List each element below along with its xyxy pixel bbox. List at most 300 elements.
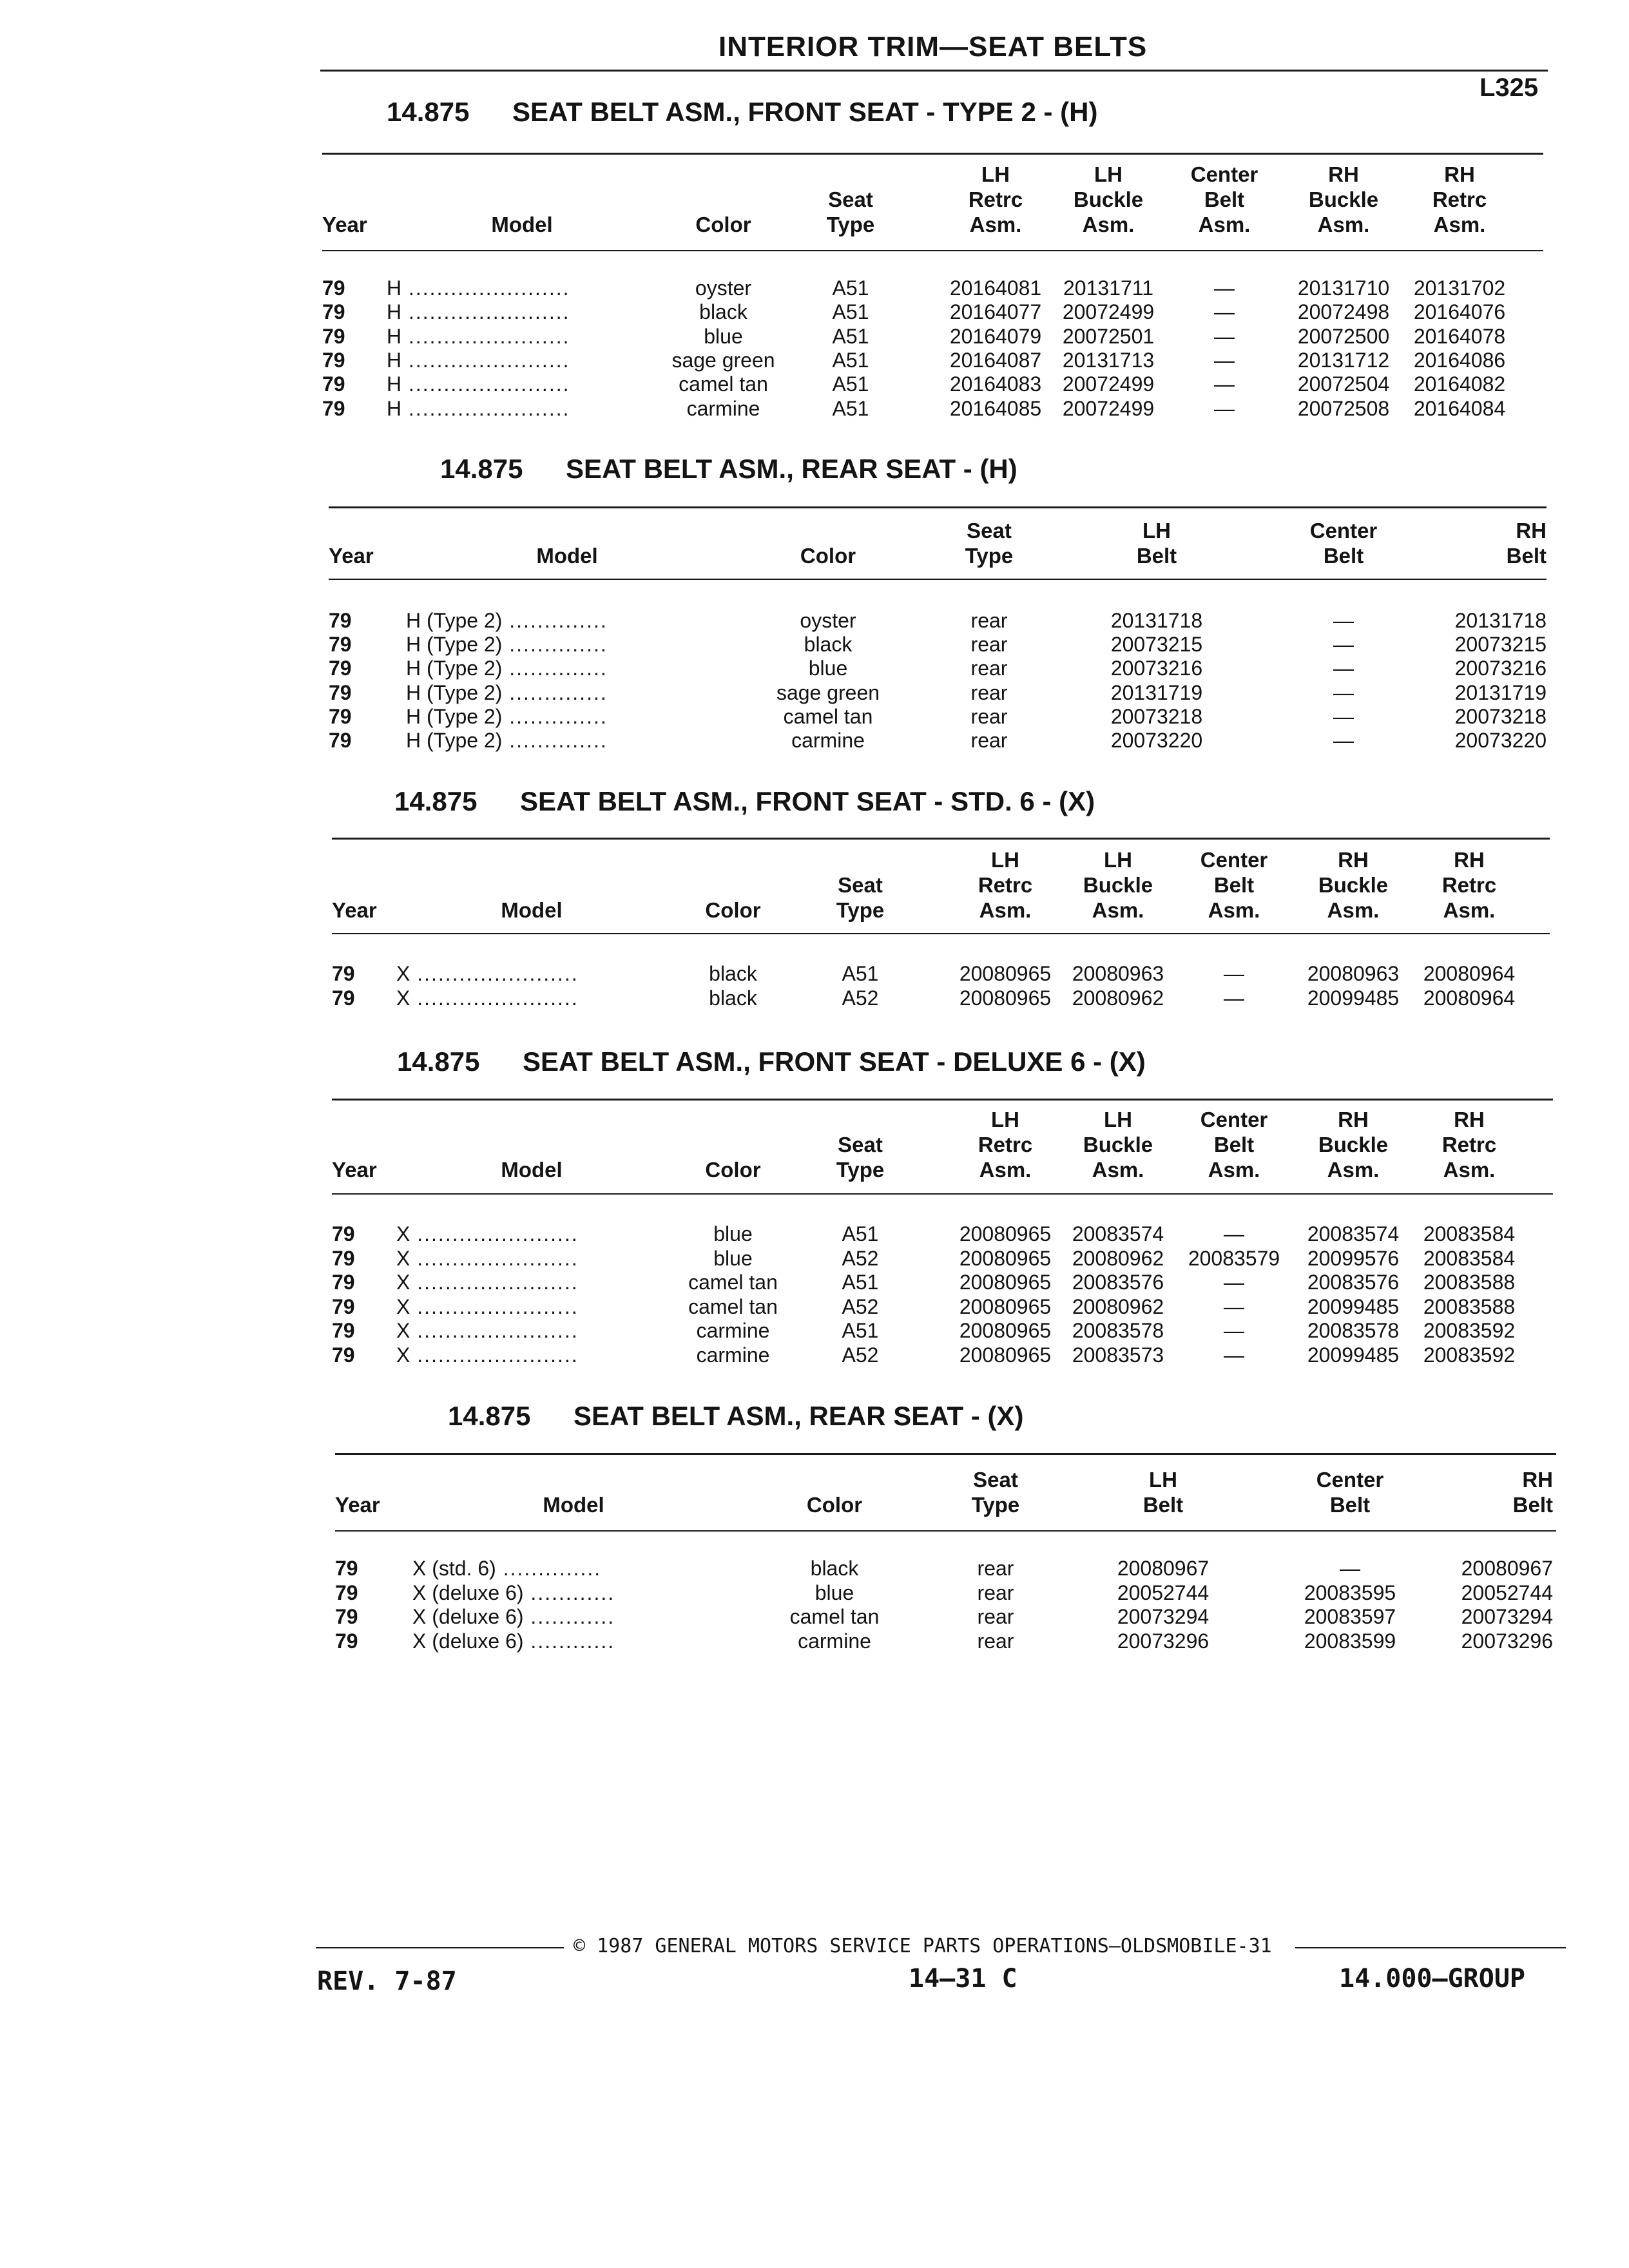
table-cell: 20080965 [959,1271,1052,1294]
model-value: X (deluxe 6) [412,1629,524,1653]
table-cell: 20052744 [1117,1581,1210,1604]
table-cell: blue [704,324,743,348]
column-header: RH Retrc Asm. [1441,848,1497,922]
table-cell: 20080965 [959,1246,1052,1270]
model-cell [387,348,657,372]
table-cell: — [1333,680,1354,704]
dot-leader: .............. [496,1557,602,1580]
table-cell: black [810,1557,859,1580]
model-value: X [396,1343,410,1367]
table-cell: 20080967 [1117,1557,1210,1580]
column-header: LH Retrc Asm. [978,848,1033,922]
table-cell: 20131719 [1110,680,1203,704]
section-number: 14.875 [394,786,477,816]
footer-page-number: 14—31 C [909,1964,1017,1994]
table-cell: 20083574 [1072,1222,1164,1245]
section-title [394,786,1095,817]
table-cell: 20099485 [1307,1343,1400,1367]
dot-leader: .............. [502,657,608,680]
section-title [440,454,1017,485]
table-cell: — [1333,657,1354,680]
table-cell: 20073215 [1454,633,1547,657]
table-cell: 20164081 [949,276,1042,300]
table-cell: 20080962 [1072,1294,1164,1318]
model-cell [396,1270,667,1294]
table-cell: carmine [686,396,760,420]
table-cell: — [1214,372,1235,396]
column-header: Center Belt [1309,519,1378,568]
year-cell: 79 [332,1222,355,1245]
footer-group: 14.000—GROUP [1339,1964,1525,1994]
dot-leader: .............. [502,729,608,752]
model-value: H (Type 2) [406,680,503,704]
dot-leader: ....................... [410,1319,579,1343]
table-cell: 20164076 [1413,300,1506,324]
section-title [448,1401,1023,1432]
table-cell: camel tan [783,704,873,728]
table-cell: rear [977,1557,1014,1580]
table-cell: 20131702 [1413,276,1506,300]
table-cell: 20083578 [1072,1319,1164,1343]
table-cell: A51 [832,300,869,324]
column-header: Seat Type [836,873,885,922]
model-value: X [396,1294,410,1318]
table-cell: carmine [791,729,865,752]
table-cell: 20073220 [1110,729,1203,752]
table-cell: black [709,962,757,985]
dot-leader: ....................... [401,348,570,372]
section-number: 14.875 [397,1046,480,1077]
table-cell: 20164084 [1413,396,1506,420]
table-cell: 20080964 [1423,986,1516,1010]
table-cell: A51 [842,962,879,985]
header-rule [320,70,1548,72]
table-cell: — [1333,633,1354,657]
dot-leader: ....................... [401,396,570,420]
table-cell: 20080965 [959,1222,1052,1245]
table-cell: blue [815,1581,854,1604]
table-cell: — [1224,1294,1244,1318]
year-cell: 79 [322,372,345,396]
model-value: H [387,300,402,324]
table-cell: 20131718 [1454,609,1547,632]
model-cell [406,656,728,680]
table-cell: 20073216 [1454,657,1547,680]
model-cell [406,704,728,729]
section-title [387,97,1097,128]
model-cell [396,1343,667,1367]
model-value: X [396,1271,410,1294]
model-value: H [387,276,402,300]
table-cell: blue [713,1246,753,1270]
column-header: Model [543,1493,604,1517]
table-cell: — [1333,729,1354,752]
header-bottom-rule [322,250,1543,251]
model-cell [387,324,657,349]
dot-leader: ....................... [401,324,570,348]
table-cell: — [1224,1222,1244,1245]
section-title-text: SEAT BELT ASM., REAR SEAT - (X) [574,1401,1024,1431]
model-cell [406,608,728,633]
table-cell: rear [970,729,1008,752]
model-value: H (Type 2) [406,704,503,728]
table-cell: A51 [832,396,869,420]
year-cell: 79 [332,1271,355,1294]
section-top-rule [332,1099,1553,1100]
table-cell: 20083592 [1423,1343,1516,1367]
year-cell: 79 [335,1629,358,1653]
year-cell: 79 [322,300,345,324]
year-cell: 79 [335,1557,358,1580]
model-cell [406,632,728,657]
table-cell: 20080963 [1307,962,1400,985]
model-value: X (std. 6) [412,1557,496,1580]
dot-leader: .............. [502,609,608,632]
column-header: RH Buckle Asm. [1318,848,1389,922]
table-cell: — [1224,962,1244,985]
table-cell: camel tan [789,1605,880,1628]
table-cell: 20073215 [1110,633,1203,657]
model-cell [396,1318,667,1343]
table-cell: 20073218 [1454,704,1547,728]
section-top-rule [332,838,1550,840]
table-cell: 20073296 [1117,1629,1210,1653]
table-cell: 20073296 [1461,1629,1553,1653]
column-header: Model [491,213,553,236]
page-title: INTERIOR TRIM—SEAT BELTS [718,31,1148,62]
column-header: LH Buckle Asm. [1083,848,1153,922]
column-header: Color [800,544,856,568]
column-header: RH Buckle Asm. [1308,162,1379,236]
model-value: X [396,986,410,1010]
year-cell: 79 [329,657,352,680]
column-header: LH Belt [1136,519,1177,568]
column-header: Year [335,1493,380,1517]
year-cell: 79 [332,1319,355,1343]
model-value: H (Type 2) [406,729,503,752]
table-cell: A51 [842,1222,879,1245]
table-cell: — [1224,986,1244,1010]
section-top-rule [329,506,1547,508]
section-number: 14.875 [448,1401,531,1431]
table-cell: 20073220 [1454,729,1547,752]
column-header: Year [332,898,377,922]
table-cell: 20083573 [1072,1343,1164,1367]
year-cell: 79 [322,396,345,420]
table-cell: 20164077 [949,300,1042,324]
table-cell: 20072500 [1297,324,1390,348]
column-header: Year [322,213,367,236]
table-cell: A52 [842,1246,879,1270]
table-cell: rear [977,1605,1014,1628]
header-bottom-rule [329,579,1547,580]
table-cell: oyster [695,276,752,300]
column-header: Seat Type [971,1468,1020,1517]
column-header: Model [501,1158,563,1182]
table-cell: 20080965 [959,1319,1052,1343]
header-bottom-rule [335,1530,1556,1532]
table-cell: A52 [842,1294,879,1318]
table-cell: 20080963 [1072,962,1164,985]
table-cell: 20073216 [1110,657,1203,680]
dot-leader: ............ [523,1605,615,1628]
table-cell: 20080964 [1423,962,1516,985]
column-header: Center Belt Asm. [1200,848,1268,922]
footer-revision: REV. 7-87 [317,1966,457,1996]
model-value: H [387,396,402,420]
table-cell: blue [713,1222,753,1245]
model-value: H (Type 2) [406,633,503,657]
table-cell: 20164078 [1413,324,1506,348]
table-cell: — [1340,1557,1360,1580]
table-cell: 20131711 [1063,276,1153,300]
table-cell: 20072504 [1297,372,1390,396]
table-cell: camel tan [688,1271,778,1294]
table-cell: 20131712 [1297,348,1390,372]
section-top-rule [335,1453,1556,1455]
table-cell: 20080965 [959,1294,1052,1318]
column-header: RH Retrc Asm. [1441,1108,1497,1182]
dot-leader: .............. [502,704,608,728]
table-cell: 20099485 [1307,1294,1400,1318]
table-cell: sage green [671,348,775,372]
column-header: Year [329,544,374,568]
model-cell [412,1604,735,1629]
table-cell: — [1333,704,1354,728]
table-cell: — [1214,348,1235,372]
table-cell: carmine [798,1629,871,1653]
model-value: H [387,372,402,396]
dot-leader: ....................... [410,1271,579,1294]
dot-leader: ............ [523,1629,615,1653]
table-cell: 20083578 [1307,1319,1400,1343]
table-cell: 20052744 [1461,1581,1553,1604]
table-cell: 20072499 [1062,396,1155,420]
section-title-text: SEAT BELT ASM., FRONT SEAT - TYPE 2 - (H) [512,97,1098,127]
table-cell: 20072499 [1062,300,1155,324]
column-header: LH Retrc Asm. [978,1108,1033,1182]
table-cell: sage green [776,680,880,704]
table-cell: 20080967 [1461,1557,1553,1580]
year-cell: 79 [332,1343,355,1367]
year-cell: 79 [322,276,345,300]
model-cell [387,396,657,421]
model-value: X [396,1319,410,1343]
table-cell: 20083584 [1423,1246,1516,1270]
model-value: H [387,348,402,372]
table-cell: A51 [842,1271,879,1294]
model-cell [406,680,728,705]
column-header: Model [536,544,598,568]
column-header: RH Buckle Asm. [1318,1108,1389,1182]
table-cell: 20131718 [1110,609,1203,632]
table-cell: 20072499 [1062,372,1155,396]
table-cell: — [1214,324,1235,348]
table-cell: — [1214,396,1235,420]
section-title [397,1046,1146,1077]
section-number: 14.875 [387,97,470,127]
table-cell: 20083584 [1423,1222,1516,1245]
header-bottom-rule [332,1193,1553,1195]
table-cell: — [1214,300,1235,324]
model-value: H (Type 2) [406,609,503,632]
column-header: LH Buckle Asm. [1083,1108,1153,1182]
column-header: Color [695,213,751,236]
dot-leader: ....................... [410,1343,579,1367]
dot-leader: ....................... [410,1294,579,1318]
column-header: Center Belt Asm. [1200,1108,1268,1182]
model-value: H [387,324,402,348]
dot-leader: ....................... [401,276,570,300]
year-cell: 79 [335,1605,358,1628]
year-cell: 79 [329,609,352,632]
section-title-text: SEAT BELT ASM., FRONT SEAT - STD. 6 - (X) [520,786,1095,816]
table-cell: 20080962 [1072,986,1164,1010]
model-cell [396,961,667,986]
model-value: X [396,1246,410,1270]
model-value: X [396,962,410,985]
table-cell: 20080965 [959,1343,1052,1367]
table-cell: black [709,986,757,1010]
model-cell [387,276,657,300]
table-cell: 20164082 [1413,372,1506,396]
table-cell: 20164087 [949,348,1042,372]
footer-copyright: © 1987 GENERAL MOTORS SERVICE PARTS OPERATIONS—OLDSMOBILE-31 [574,1935,1272,1957]
column-header: Seat Type [836,1133,885,1182]
table-cell: A51 [832,372,869,396]
table-cell: A51 [832,324,869,348]
table-cell: — [1224,1271,1244,1294]
table-cell: A51 [832,348,869,372]
model-value: X [396,1222,410,1245]
year-cell: 79 [332,1246,355,1270]
table-cell: A51 [832,276,869,300]
column-header: Model [501,898,563,922]
table-cell: 20083588 [1423,1294,1516,1318]
model-cell [396,1222,667,1246]
table-cell: 20164079 [949,324,1042,348]
table-cell: 20164086 [1413,348,1506,372]
dot-leader: ....................... [410,1222,579,1245]
model-cell [387,372,657,396]
table-cell: — [1224,1343,1244,1367]
model-cell [412,1556,735,1581]
dot-leader: ....................... [410,986,579,1010]
model-cell [396,1246,667,1271]
table-cell: 20131710 [1297,276,1390,300]
table-cell: black [804,633,853,657]
model-cell [406,728,728,753]
table-cell: blue [808,657,848,680]
column-header: Color [806,1493,863,1517]
column-header: Seat Type [965,519,1014,568]
column-header: RH Retrc Asm. [1432,162,1487,236]
section-title-text: SEAT BELT ASM., REAR SEAT - (H) [566,454,1017,484]
dot-leader: ....................... [401,300,570,324]
table-cell: rear [977,1629,1014,1653]
table-cell: 20131713 [1062,348,1155,372]
year-cell: 79 [322,324,345,348]
year-cell: 79 [329,704,352,728]
table-cell: rear [970,609,1008,632]
table-cell: — [1333,609,1354,632]
table-cell: 20099576 [1307,1246,1400,1270]
table-cell: rear [977,1581,1014,1604]
table-cell: camel tan [679,372,768,396]
column-header: LH Buckle Asm. [1073,162,1144,236]
section-top-rule [322,153,1543,155]
table-cell: rear [970,633,1008,657]
table-cell: carmine [696,1319,770,1343]
column-header: RH Belt [1512,1468,1553,1517]
model-value: X (deluxe 6) [412,1581,524,1604]
model-cell [412,1581,735,1605]
year-cell: 79 [322,348,345,372]
table-cell: rear [970,657,1008,680]
table-cell: 20072498 [1297,300,1390,324]
year-cell: 79 [332,986,355,1010]
table-cell: 20164085 [949,396,1042,420]
year-cell: 79 [329,633,352,657]
table-cell: rear [970,704,1008,728]
table-cell: 20083599 [1304,1629,1396,1653]
table-cell: camel tan [688,1294,778,1318]
dot-leader: ....................... [410,1246,579,1270]
table-cell: 20083579 [1188,1246,1280,1270]
dot-leader: .............. [502,680,608,704]
dot-leader: ....................... [401,372,570,396]
table-cell: oyster [800,609,856,632]
column-header: Center Belt Asm. [1190,162,1258,236]
table-cell: 20073218 [1110,704,1203,728]
header-bottom-rule [332,933,1550,934]
table-cell: 20072508 [1297,396,1390,420]
column-header: Year [332,1158,377,1182]
model-value: H (Type 2) [406,657,503,680]
table-cell: 20099485 [1307,986,1400,1010]
table-cell: 20080965 [959,962,1052,985]
year-cell: 79 [329,680,352,704]
column-header: Color [705,898,761,922]
model-value: X (deluxe 6) [412,1605,524,1628]
table-cell: rear [970,680,1008,704]
table-cell: carmine [696,1343,770,1367]
table-cell: 20080962 [1072,1246,1164,1270]
table-cell: 20083592 [1423,1319,1516,1343]
table-cell: A51 [842,1319,879,1343]
dot-leader: ....................... [410,962,579,985]
column-header: Seat Type [826,187,875,236]
table-cell: 20164083 [949,372,1042,396]
column-header: Center Belt [1316,1468,1384,1517]
table-cell: 20083576 [1072,1271,1164,1294]
table-cell: 20072501 [1062,324,1155,348]
dot-leader: .............. [502,633,608,657]
model-cell [396,1294,667,1319]
table-cell: A52 [842,1343,879,1367]
table-cell: A52 [842,986,879,1010]
column-header: LH Belt [1142,1468,1184,1517]
model-cell [387,300,657,324]
page-code: L325 [1480,73,1539,102]
column-header: RH Belt [1506,519,1547,568]
table-cell: 20131719 [1454,680,1547,704]
table-cell: 20083588 [1423,1271,1516,1294]
year-cell: 79 [332,1294,355,1318]
dot-leader: ............ [523,1581,615,1604]
table-cell: 20073294 [1461,1605,1553,1628]
table-cell: black [699,300,747,324]
